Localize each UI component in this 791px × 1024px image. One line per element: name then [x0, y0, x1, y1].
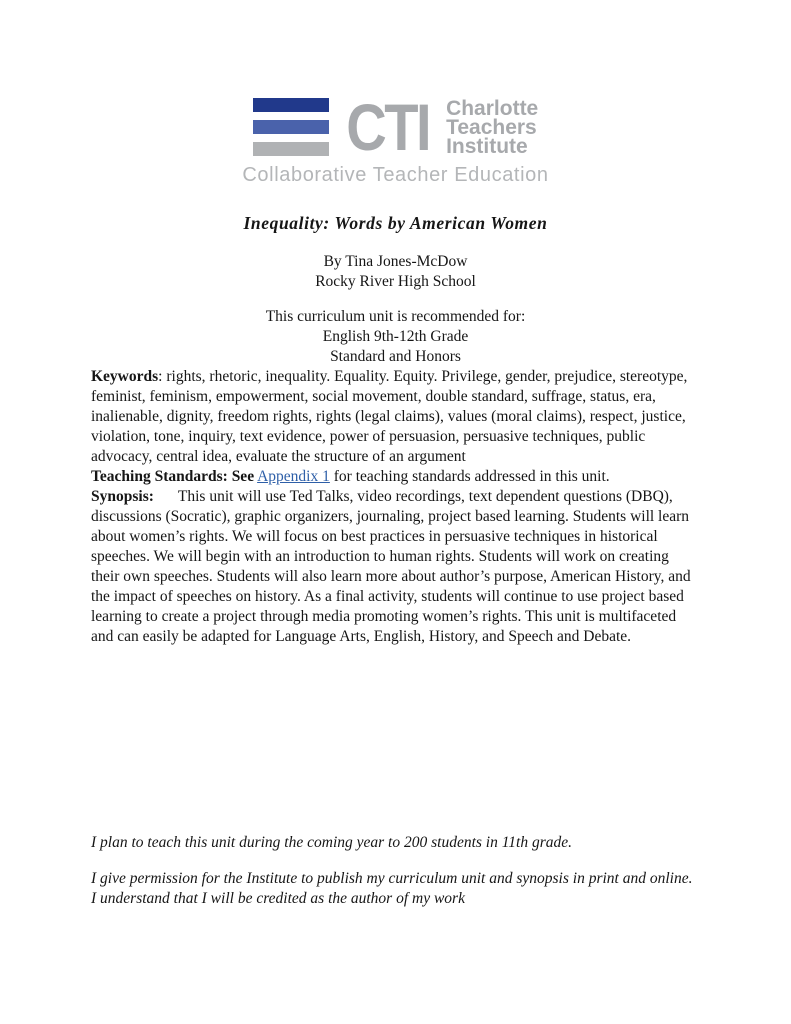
cti-logo [0, 0, 791, 187]
teaching-plan-statement: I plan to teach this unit during the coming year to 200 students in 11th grade. [91, 834, 573, 851]
byline-block [0, 252, 791, 292]
keywords-label: Keywords [91, 368, 159, 385]
logo-bar-dark-blue [253, 98, 329, 112]
cti-logo-row [0, 90, 791, 164]
logo-bar-medium-blue [253, 120, 329, 134]
unit-title: Inequality: Words by American Women [243, 213, 548, 233]
teaching-standards-text: for teaching standards addressed in this unit. [333, 468, 610, 485]
logo-tagline: Collaborative Teacher Education [242, 164, 549, 186]
recommended-level: Standard and Honors [330, 348, 461, 365]
synopsis-label: Synopsis: [91, 488, 154, 505]
permission-line1: I give permission for the Institute to publish my curriculum unit and synopsis in print and online. [91, 870, 693, 887]
footer-statements [91, 833, 701, 909]
synopsis-text: This unit will use Ted Talks, video recordings, text dependent questions (DBQ), discussions (Socratic), graphic organizers, journaling, project based learning. Students will learn about women’s rights. We will focus on best practices in persuasive techniques in historical speeches. We will begin with an introduction to human rights. Students will work on creating their own speeches. Students will also learn more about author’s purpose, American History, and the impact of speeches on history. As a final activity, students will continue to use project based learning to create a project through media promoting women’s rights. This unit is multifaceted and can easily be adapted for Language Arts, English, History, and Speech and Debate. [91, 488, 691, 645]
institute-name [446, 96, 539, 158]
keywords-paragraph [91, 367, 701, 467]
institute-name-line1: Charlotte [446, 96, 539, 120]
keywords-text: : rights, rhetoric, inequality. Equality. Equity. Privilege, gender, prejudice, stereotype, feminist, feminism, empowerment, social movement, double standard, suffrage, status, era, inalienable, dignity, freedom rights, rights (legal claims), values (moral claims), respect, justice, violation, tone, inquiry, text evidence, power of persuasion, persuasive techniques, public advocacy, central idea, evaluate the structure of an argument [91, 368, 688, 465]
author-byline: By Tina Jones-McDow [323, 253, 468, 270]
author-school: Rocky River High School [315, 273, 476, 290]
body-content [0, 367, 791, 909]
recommended-grade: English 9th-12th Grade [322, 328, 469, 345]
recommended-intro: This curriculum unit is recommended for: [265, 308, 526, 325]
appendix-1-link[interactable]: Appendix 1 [257, 468, 330, 485]
teaching-standards-label: Teaching Standards: See [91, 468, 255, 485]
permission-line2: I understand that I will be credited as the author of my work [91, 890, 465, 907]
institute-name-line3: Institute [446, 134, 528, 158]
teaching-standards-paragraph [91, 467, 701, 487]
logo-bars-icon [253, 98, 329, 156]
logo-bar-gray [253, 142, 329, 156]
recommended-block [0, 307, 791, 367]
cti-logotype: CTI [346, 90, 429, 164]
institute-name-line2: Teachers [446, 115, 537, 139]
permission-statement [91, 869, 701, 909]
synopsis-paragraph [91, 487, 701, 647]
